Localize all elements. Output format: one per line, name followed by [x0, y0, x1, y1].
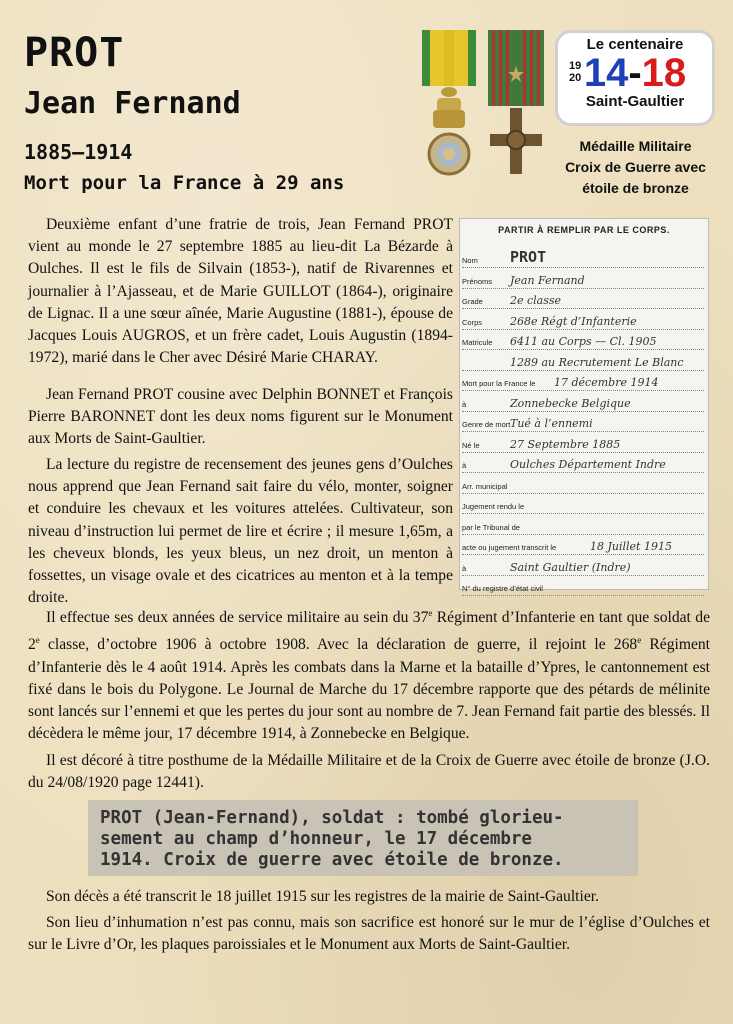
record-card-label: Né le — [462, 440, 480, 450]
record-card-value: PROT — [510, 248, 547, 266]
paragraph-5: Il est décoré à titre posthume de la Médaille Militaire et de la Croix de Guerre avec étoile de bronze (J.O. du 24/08/1920 page 12441). — [28, 752, 710, 792]
record-card-value: 268e Régt d’Infanterie — [510, 314, 637, 328]
record-card-label: par le Tribunal de — [462, 522, 520, 532]
p4-part-b: Régiment d’Infanterie en tant que soldat de 2 — [28, 609, 710, 654]
logo-dash: - — [628, 51, 642, 95]
record-card-value: 1289 au Recrutement Le Blanc — [510, 355, 684, 369]
record-card-label: à — [462, 563, 467, 573]
record-card-header: PARTIR À REMPLIR PAR LE CORPS. — [498, 225, 670, 235]
paragraph-2: Jean Fernand PROT cousine avec Delphin BONNET et François Pierre BARONNET dont les deux noms figurent sur le Monument aux Morts de Saint-Gaultier. — [28, 386, 453, 448]
record-card-value: Tué à l’ennemi — [510, 417, 593, 430]
record-card-label: Jugement rendu le — [462, 502, 525, 511]
record-card-label: Matricule — [462, 338, 493, 347]
record-card-label: Prénoms — [462, 276, 493, 286]
record-card-value: Jean Fernand — [510, 273, 585, 287]
record-card-label: à — [462, 399, 467, 409]
clipping-line-3: 1914. Croix de guerre avec étoile de bronze. — [100, 850, 564, 870]
record-card-row — [462, 573, 704, 596]
paragraph-1: Deuxième enfant d’une fratrie de trois, Jean Fernand PROT vient au monde le 27 septembre 1885 au lieu-dit La Bézarde à Oulches. Il est le fils de Silvain (1853-), natif de Rivarennes et journalier à l’Ajasseau, et de Marie GUILLOT (1864-), originaire de Lignac. Il a une sœur aînée, Marie Augustine (1881-), épouse de Jacques Louis AUGROS, et un frère cadet, Louis Augustin (1894-1972), marié dans le Cher avec Désiré Marie CHARAY. — [28, 216, 453, 367]
logo-num-right: 18 — [641, 51, 687, 95]
p4-sup-3: e — [637, 635, 642, 646]
clipping-line-1: PROT (Jean-Fernand), soldat : tombé glorieu- — [100, 808, 564, 828]
logo-years — [558, 53, 712, 93]
death-note: Mort pour la France à 29 ans — [24, 172, 345, 194]
military-record-card — [459, 218, 709, 593]
record-card-label: Nom — [462, 256, 478, 265]
life-dates: 1885–1914 — [24, 140, 133, 164]
record-card-value: Saint Gaultier (Indre) — [510, 560, 631, 574]
record-card-label: Mort pour la France le — [462, 379, 536, 388]
logo-top-text: Le centenaire — [586, 36, 684, 53]
logo-year-top: 19 — [569, 60, 582, 72]
record-card-label: Arr. municipal — [462, 481, 508, 491]
record-card-label: N° du registre d’état civil — [462, 584, 543, 593]
medaille-militaire-icon — [418, 30, 480, 180]
record-card-value: 2e classe — [510, 294, 562, 307]
croix-de-guerre-icon — [486, 30, 548, 180]
logo-year-prefix — [569, 60, 581, 84]
logo-bottom-text: Saint-Gaultier — [585, 93, 685, 110]
medals-caption — [548, 136, 723, 199]
p4-sup-1: e — [428, 608, 433, 618]
record-card-value: Oulches Département Indre — [510, 458, 666, 471]
p4-part-c: classe, d’octobre 1906 à octobre 1908. Avec la déclaration de guerre, il rejoint le 268 — [39, 636, 638, 654]
caption-line-1: Médaille Militaire — [579, 138, 692, 154]
paragraph-3: La lecture du registre de recensement des jeunes gens d’Oulches nous apprend que Jean Fernand sait faire du vélo, monter, soigner et conduire les chevaux et les voitures attelées. Cultivateur, son niveau d’instruction lui permet de lire et écrire ; il mesure 1,65m, a les cheveux blonds, les yeux bleus, un nez droit, un menton à fossettes, un visage ovale et des cicatrices au menton et à la tempe droite. — [28, 456, 453, 607]
record-card-label: Genre de mort — [462, 420, 511, 429]
record-card-label: Grade — [462, 297, 483, 306]
p4-part-d: Régiment d’Infanterie dès le 4 août 1914. Après les combats dans la Marne et la bataille d’Ypres, le cantonnement est fixé dans le bois du Polygone. Le Journal de Marche du 17 décembre rapporte que des pétards de mélinite sont lancés sur l’ennemi et que les pertes du jour sont au nombre de 7. Jean Fernand fait partie des blessés. Il décèdera le même jour, 17 décembre 1914, à Zonnebecke en Belgique. — [28, 636, 710, 743]
newspaper-clipping — [88, 800, 638, 876]
surname-heading: PROT — [24, 30, 125, 76]
paragraph-7: Son lieu d’inhumation n’est pas connu, mais son sacrifice est honoré sur le mur de l’église d’Oulches et sur le Livre d’Or, les plaques paroissiales et le Monument aux Morts de Saint-Gaultier. — [28, 914, 710, 954]
caption-line-2: Croix de Guerre avec — [565, 159, 706, 175]
paragraph-6: Son décès a été transcrit le 18 juillet 1915 sur les registres de la mairie de Saint-Gaultier. — [46, 888, 599, 905]
caption-line-3: étoile de bronze — [582, 180, 689, 196]
p4-sup-2: e — [35, 635, 40, 646]
record-card-label: acte ou jugement transcrit le — [462, 543, 557, 552]
record-card-value: 17 décembre 1914 — [554, 376, 659, 389]
record-card-value: Zonnebecke Belgique — [510, 396, 631, 410]
clipping-line-2: sement au champ d’honneur, le 17 décembre — [100, 829, 532, 849]
logo-num-left: 14 — [583, 51, 629, 95]
record-card-value: 27 Septembre 1885 — [510, 437, 621, 451]
given-names-heading: Jean Fernand — [24, 86, 241, 121]
record-card-value: 18 Juillet 1915 — [590, 540, 672, 553]
record-card-label: à — [462, 461, 467, 470]
logo-year-bottom: 20 — [569, 72, 582, 84]
centenaire-logo — [555, 30, 715, 126]
paragraph-4 — [28, 602, 710, 746]
record-card-label: Corps — [462, 317, 483, 327]
record-card-value: 6411 au Corps — Cl. 1905 — [510, 335, 657, 348]
p4-part-a: Il effectue ses deux années de service militaire au sein du 37 — [46, 609, 429, 627]
